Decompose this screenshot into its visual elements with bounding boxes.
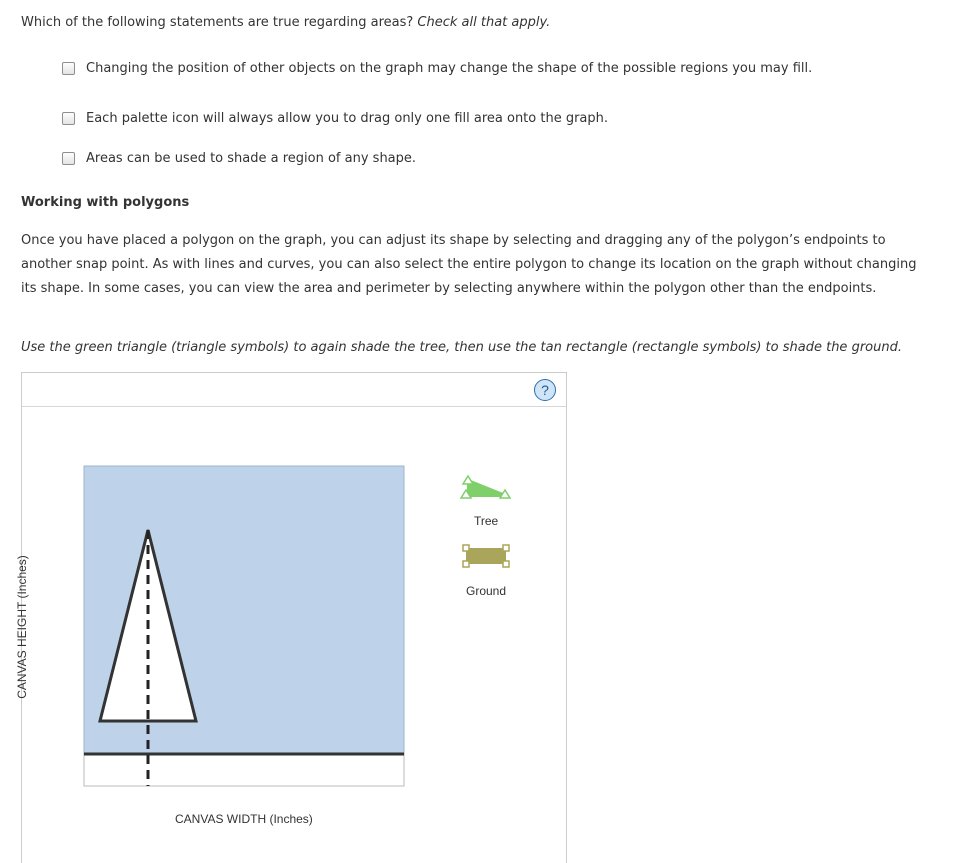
tan-rectangle-icon[interactable]: [463, 545, 509, 567]
y-axis-label: CANVAS HEIGHT (Inches): [15, 555, 29, 699]
option-label-3[interactable]: Areas can be used to shade a region of any shape.: [86, 150, 417, 166]
help-icon[interactable]: ?: [534, 379, 556, 401]
x-axis-label: CANVAS WIDTH (Inches): [175, 812, 313, 826]
question-prompt: Which of the following statements are true regarding areas?: [21, 15, 414, 30]
option-label-2[interactable]: Each palette icon will always allow you to drag only one fill area onto the graph.: [86, 110, 609, 126]
option-label-1[interactable]: Changing the position of other objects on the graph may change the shape of the possible regions you may fill.: [86, 60, 813, 76]
instruction-text: Use the green triangle (triangle symbols) to again shade the tree, then use the tan rectangle (rectangle symbols) to shade the ground.: [21, 340, 902, 355]
section-paragraph: Once you have placed a polygon on the graph, you can adjust its shape by selecting and dragging any of the polygon’s endpoints to another snap point. As with lines and curves, you can also select the entire polygon to change its location on the graph without changing its shape. In some cases, you can view the area and perimeter by selecting anywhere within the polygon other than the endpoints.: [21, 233, 917, 296]
green-triangle-icon[interactable]: [461, 476, 510, 498]
question-hint: Check all that apply.: [417, 15, 551, 30]
palette-label-tree[interactable]: Tree: [474, 514, 499, 528]
palette-label-ground[interactable]: Ground: [466, 584, 507, 598]
section-title: Working with polygons: [21, 195, 190, 210]
